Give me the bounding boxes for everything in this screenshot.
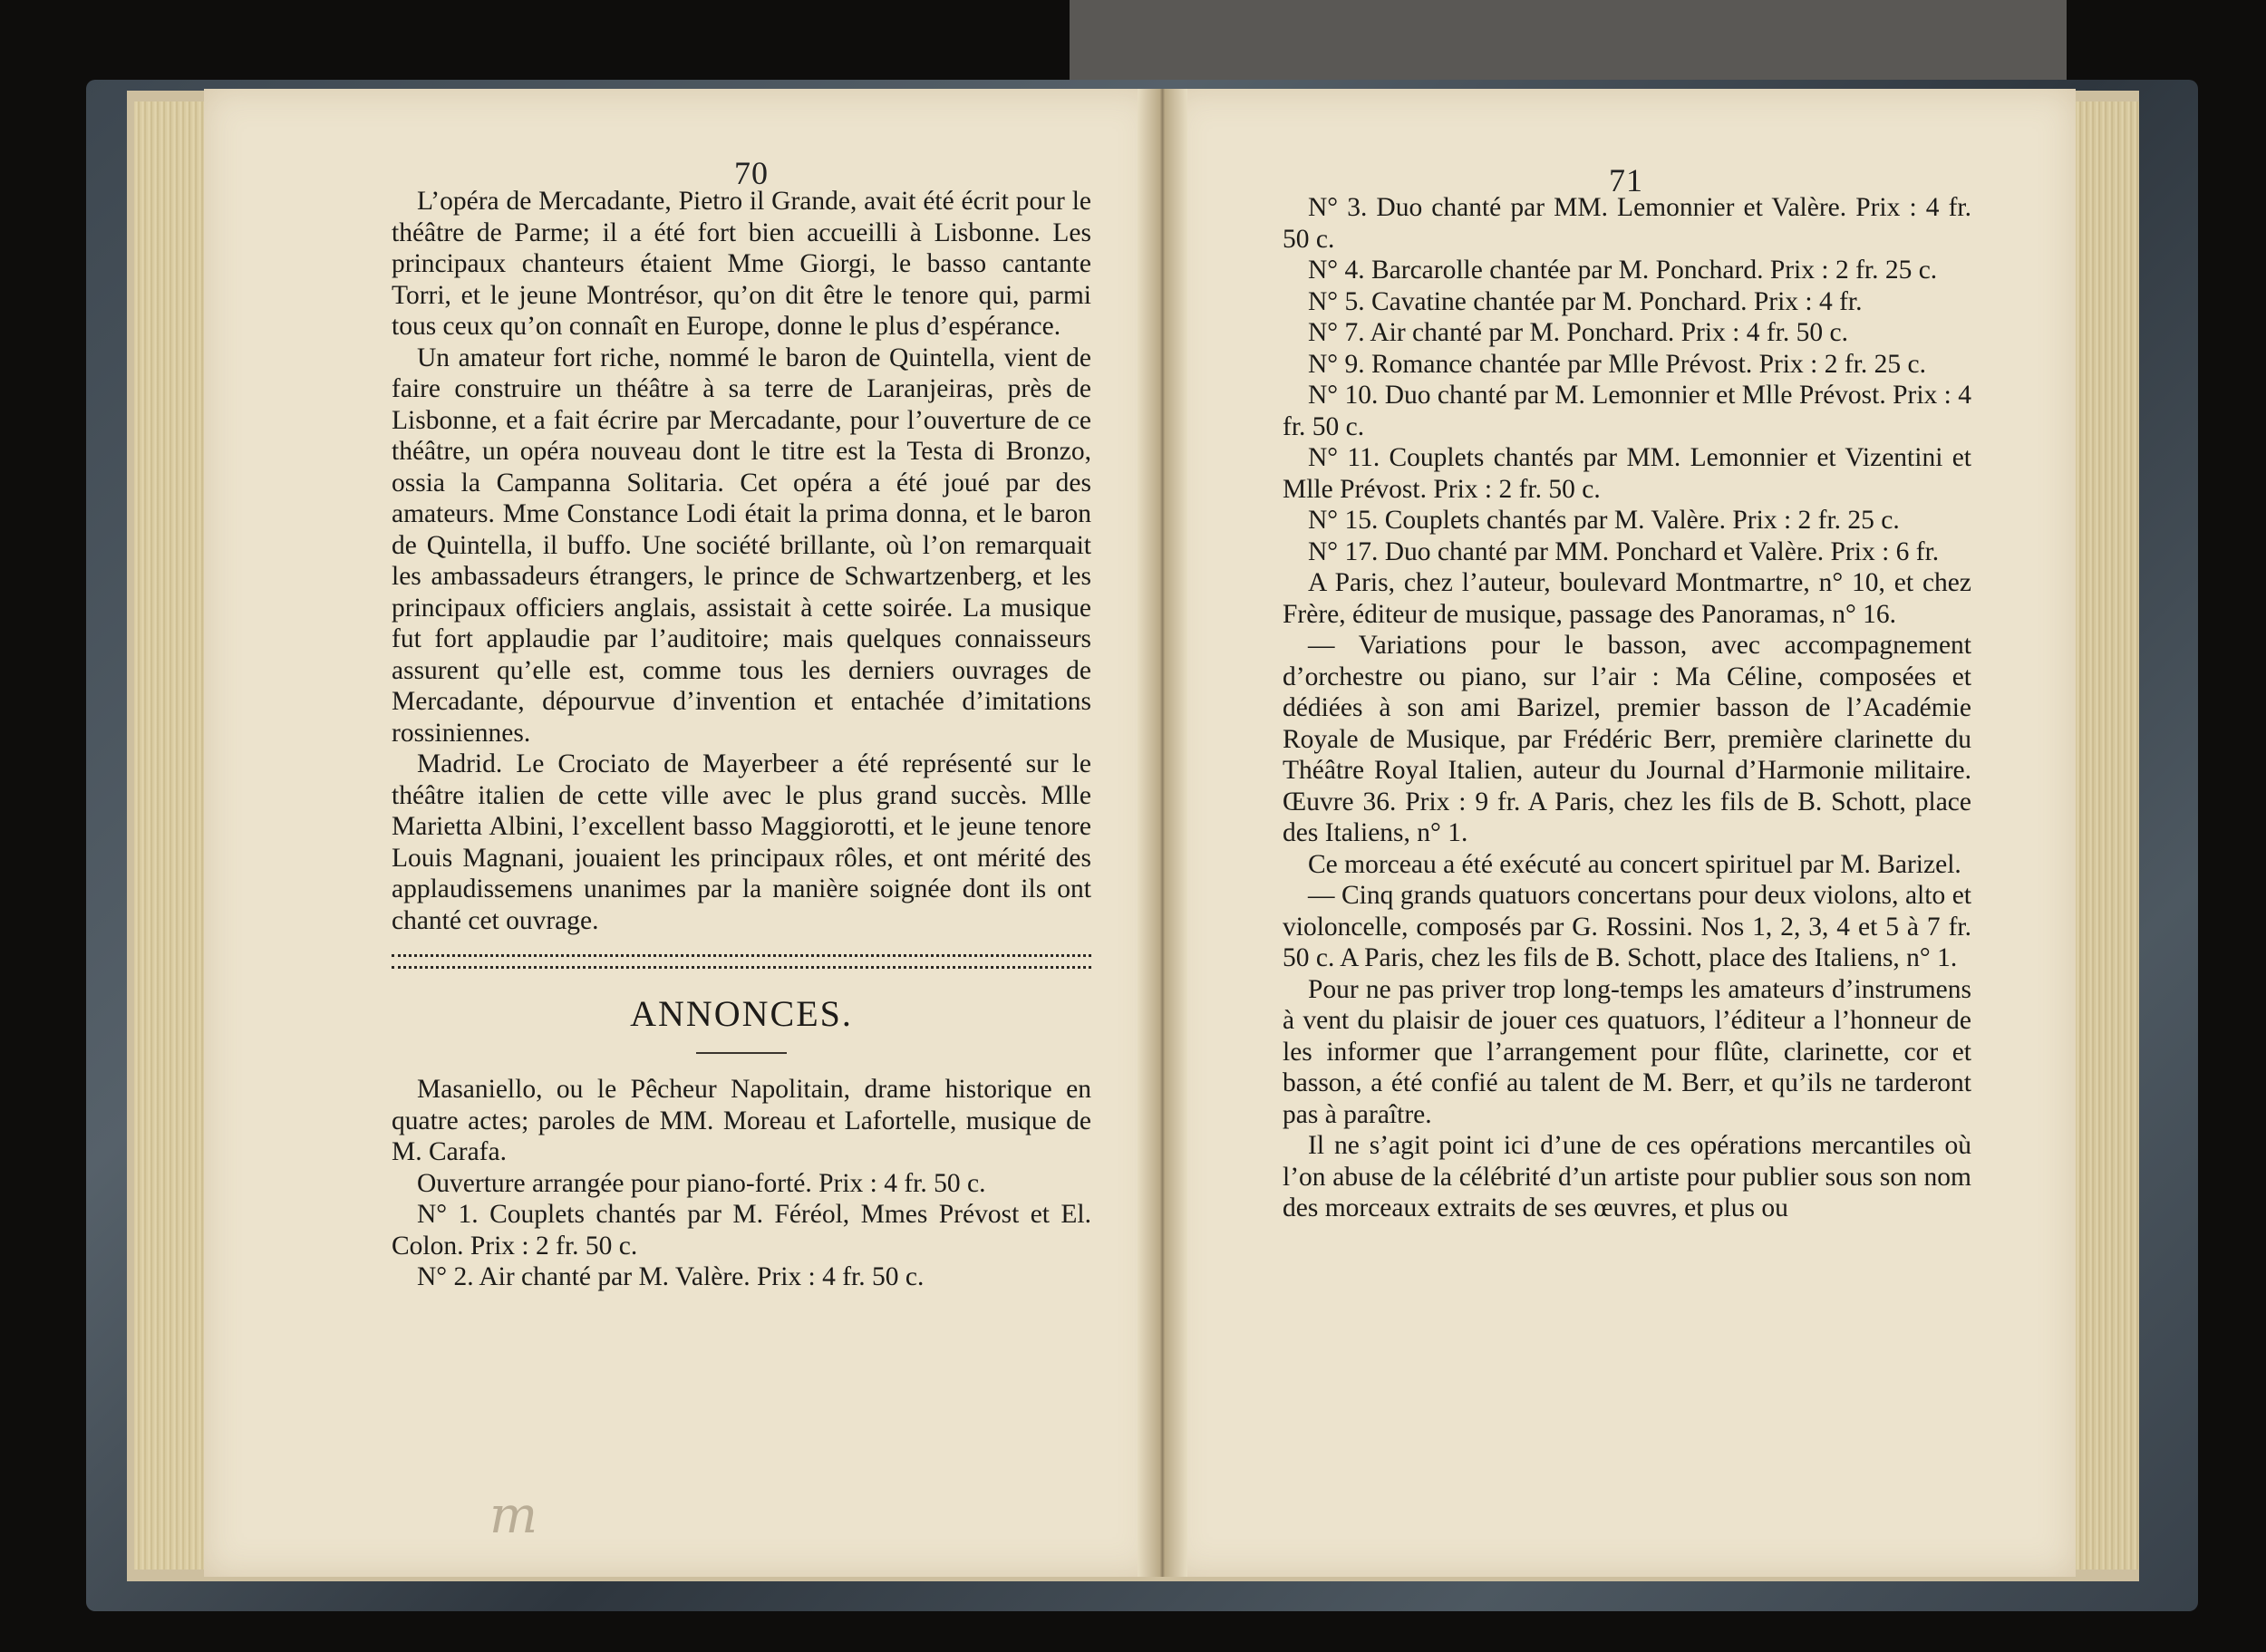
paragraph-operations: Il ne s’agit point ici d’une de ces opérations mercantiles où l’on abuse de la célébrité d’un artiste pour publier sous son nom des morceaux extraits de ses œuvres, et plus ou (1283, 1131, 1971, 1222)
list-item: N° 17. Duo chanté par MM. Ponchard et Valère. Prix : 6 fr. (1308, 536, 1940, 566)
list-item: N° 7. Air chanté par M. Ponchard. Prix : 4 fr. 50 c. (1308, 318, 1848, 347)
annonce-masaniello: Masaniello, ou le Pêcheur Napolitain, drame historique en quatre actes; paroles de MM. Moreau et Lafortelle, musique de M. Carafa. (392, 1075, 1091, 1166)
ornamental-rule (392, 954, 1091, 969)
left-page-number: 70 (734, 155, 769, 191)
list-item: N° 4. Barcarolle chantée par M. Ponchard. Prix : 2 fr. 25 c. (1308, 256, 1938, 285)
paragraph-variations-basson: — Variations pour le basson, avec accompagnement d’orchestre ou piano, sur l’air : Ma Céline, composées et dédiées à son ami Barizel, premier basson de l’Académie Royale de Musique, par Frédéric Berr, première clarinette du Théâtre Royal Italien, auteur du Journal d’Harmonie militaire. Œuvre 36. Prix : 9 fr. A Paris, chez les fils de B. Schott, place des Italiens, n° 1. (1283, 631, 1971, 847)
list-item: N° 9. Romance chantée par Mlle Prévost. Prix : 2 fr. 25 c. (1308, 349, 1926, 379)
list-item: N° 11. Couplets chantés par MM. Lemonnier et Vizentini et Mlle Prévost. Prix : 2 fr. 50 c. (1283, 443, 1971, 504)
paragraph-quatuors: — Cinq grands quatuors concertans pour deux violons, alto et violoncelle, composés par G. Rossini. Nos 1, 2, 3, 4 et 5 à 7 fr. 50 c. A Paris, chez les fils de B. Schott, place des Italiens, n° 1. (1283, 881, 1971, 972)
paragraph-instrumens: Pour ne pas priver trop long-temps les amateurs d’instrumens à vent du plaisir de jouer ces quatuors, l’éditeur a l’honneur de les informer que l’arrangement pour flûte, clarinette, cor et basson, a été confié au talent de M. Berr, et qu’ils ne tarderont pas à paraître. (1283, 974, 1971, 1129)
right-page-number: 71 (1609, 162, 1643, 198)
paragraph-concert-spirituel: Ce morceau a été exécuté au concert spirituel par M. Barizel. (1308, 849, 1961, 879)
list-item: N° 3. Duo chanté par MM. Lemonnier et Valère. Prix : 4 fr. 50 c. (1283, 193, 1971, 254)
annonce-no2: N° 2. Air chanté par M. Valère. Prix : 4 fr. 50 c. (417, 1262, 925, 1291)
paragraph-mercadante: L’opéra de Mercadante, Pietro il Grande, avait été écrit pour le théâtre de Parme; il a été fort bien accueilli à Lisbonne. Les principaux chanteurs étaient Mme Giorgi, le basso cantante Torri, et le jeune Montrésor, qu’on dit être le tenore qui, parmi tous ceux qu’on connaît en Europe, donne le plus d’espérance. (392, 187, 1091, 341)
annonce-no1: N° 1. Couplets chantés par M. Féréol, Mmes Prévost et El. Colon. Prix : 2 fr. 50 c. (392, 1200, 1091, 1261)
list-item: N° 10. Duo chanté par M. Lemonnier et Mlle Prévost. Prix : 4 fr. 50 c. (1283, 381, 1971, 441)
paragraph-madrid: Madrid. Le Crociato de Mayerbeer a été représenté sur le théâtre italien de cette ville avec le plus grand succès. Mlle Marietta Albini, l’excellent basso Maggiorotti, et le jeune tenore Louis Magnani, jouaient les principaux rôles, et ont mérité des applaudissemens unanimes par la manière soignée dont ils ont chanté cet ouvrage. (392, 749, 1091, 935)
pencil-annotation: m (489, 1486, 538, 1545)
heading-underline (696, 1052, 787, 1054)
annonce-ouverture: Ouverture arrangée pour piano-forté. Prix : 4 fr. 50 c. (417, 1168, 986, 1198)
list-item: N° 5. Cavatine chantée par M. Ponchard. Prix : 4 fr. (1308, 286, 1863, 316)
right-page-edges (2076, 101, 2139, 1570)
left-page-text (392, 186, 1091, 1293)
left-page-edges (134, 101, 207, 1570)
right-page-text (1283, 192, 1971, 1224)
paragraph-quintella: Un amateur fort riche, nommé le baron de Quintella, vient de faire construire un théâtre à sa terre de Laranjeiras, près de Lisbonne, et a fait écrire par Mercadante, pour l’ouverture de ce théâtre, un opéra nouveau dont le titre est la Testa di Bronzo, ossia la Campanna Solitaria. Cet opéra a été joué par des amateurs. Mme Constance Lodi était la prima donna, et le baron de Quintella, il buffo. Une société brillante, où l’on remarquait les ambassadeurs étrangers, le prince de Schwartzenberg, et les principaux officiers anglais, assistait à cette soirée. La musique fut fort applaudie par l’auditoire; mais quelques connaisseurs assurent qu’elle est, comme tous les derniers ouvrages de Mercadante, dépourvue d’invention et entachée d’imitations rossiniennes. (392, 343, 1091, 748)
list-item: N° 15. Couplets chantés par M. Valère. Prix : 2 fr. 25 c. (1308, 506, 1900, 535)
paragraph-paris-address: A Paris, chez l’auteur, boulevard Montmartre, n° 10, et chez Frère, éditeur de musique, passage des Panoramas, n° 16. (1283, 568, 1971, 629)
section-heading-annonces: ANNONCES. (630, 993, 853, 1034)
book-gutter (1138, 89, 1187, 1577)
